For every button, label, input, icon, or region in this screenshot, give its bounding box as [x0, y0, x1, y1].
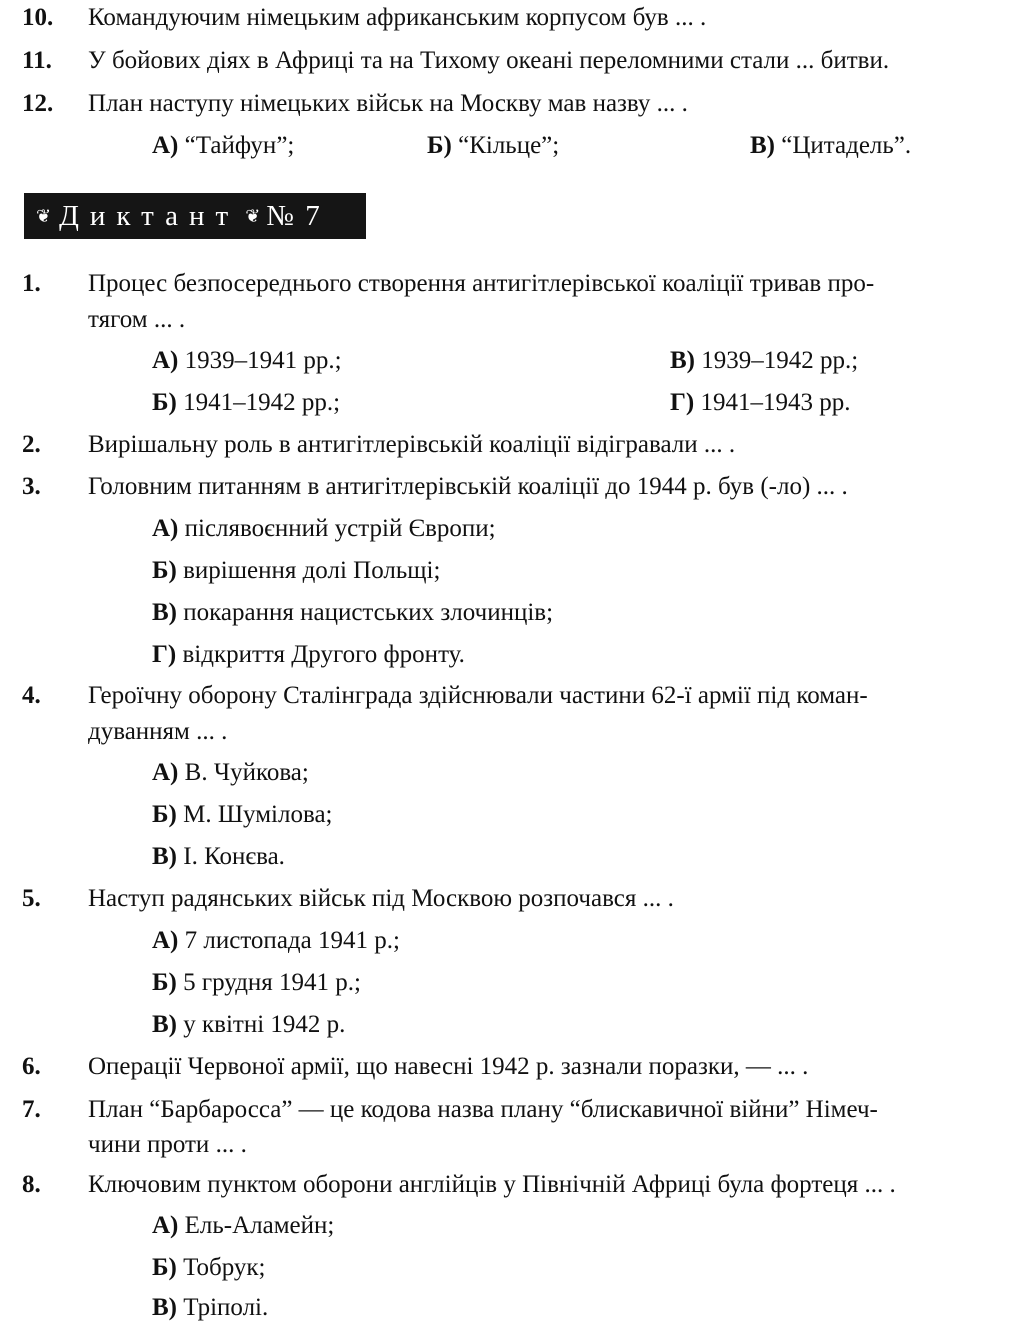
option-v: В) “Цитадель”. — [750, 132, 912, 159]
question-text-line2: тягом ... . — [88, 306, 186, 333]
ornament-icon: ❦ — [245, 205, 261, 226]
question-number: 12. — [22, 90, 54, 117]
question-text: Операції Червоної армії, що навесні 1942 р. зазнали поразки, — ... . — [88, 1053, 809, 1080]
ornament-icon: ❦ — [36, 205, 52, 226]
question-text: План наступу німецьких військ на Москву мав назву ... . — [88, 90, 688, 117]
option-a: А) В. Чуйкова; — [152, 759, 309, 786]
option-a: А) Ель-Аламейн; — [152, 1212, 335, 1239]
question-text: Головним питанням в антигітлерівській коаліції до 1944 р. був (-ло) ... . — [88, 473, 848, 500]
option-b: Б) 1941–1942 рр.; — [152, 389, 341, 416]
question-number: 4. — [22, 682, 41, 709]
option-g: Г) 1941–1943 рр. — [670, 389, 851, 416]
option-v: В) Тріполі. — [152, 1294, 269, 1321]
question-number: 1. — [22, 270, 41, 297]
option-a: А) післявоєнний устрій Європи; — [152, 515, 496, 542]
banner-title: Диктант — [59, 199, 240, 232]
option-a: А) 7 листопада 1941 р.; — [152, 927, 400, 954]
option-v: В) І. Конєва. — [152, 843, 285, 870]
question-number: 8. — [22, 1171, 41, 1198]
option-b: Б) Тобрук; — [152, 1254, 266, 1281]
question-number: 7. — [22, 1096, 41, 1123]
question-text: Ключовим пунктом оборони англійців у Північній Африці була фортеця ... . — [88, 1171, 896, 1198]
question-number: 6. — [22, 1053, 41, 1080]
option-b: Б) “Кільце”; — [427, 132, 560, 159]
banner-number: № 7 — [266, 199, 322, 232]
option-g: Г) відкриття Другого фронту. — [152, 641, 465, 668]
option-b: Б) вирішення долі Польщі; — [152, 557, 441, 584]
option-a: А) 1939–1941 рр.; — [152, 347, 342, 374]
question-text-line1: План “Барбаросса” — це кодова назва плану “блискавичної війни” Німеч- — [88, 1096, 878, 1123]
section-banner — [24, 193, 366, 239]
question-text: У бойових діях в Африці та на Тихому океані переломними стали ... битви. — [88, 47, 890, 74]
option-v: В) у квітні 1942 р. — [152, 1011, 346, 1038]
option-v: В) 1939–1942 рр.; — [670, 347, 859, 374]
option-v: В) покарання нацистських злочинців; — [152, 599, 554, 626]
question-text: Вирішальну роль в антигітлерівській коаліції відігравали ... . — [88, 431, 736, 458]
question-number: 5. — [22, 885, 41, 912]
question-text-line1: Процес безпосереднього створення антигітлерівської коаліції тривав про- — [88, 270, 875, 297]
question-number: 10. — [22, 4, 54, 31]
option-b: Б) 5 грудня 1941 р.; — [152, 969, 362, 996]
question-text: Наступ радянських військ під Москвою розпочався ... . — [88, 885, 674, 912]
question-text-line2: дуванням ... . — [88, 718, 228, 745]
question-number: 3. — [22, 473, 41, 500]
option-a: А) “Тайфун”; — [152, 132, 295, 159]
option-b: Б) М. Шумілова; — [152, 801, 333, 828]
question-number: 11. — [22, 47, 52, 74]
question-text-line1: Героїчну оборону Сталінграда здійснювали частини 62-ї армії під коман- — [88, 682, 868, 709]
question-text-line2: чини проти ... . — [88, 1131, 247, 1158]
question-text: Командуючим німецьким африканським корпусом був ... . — [88, 4, 707, 31]
question-number: 2. — [22, 431, 41, 458]
